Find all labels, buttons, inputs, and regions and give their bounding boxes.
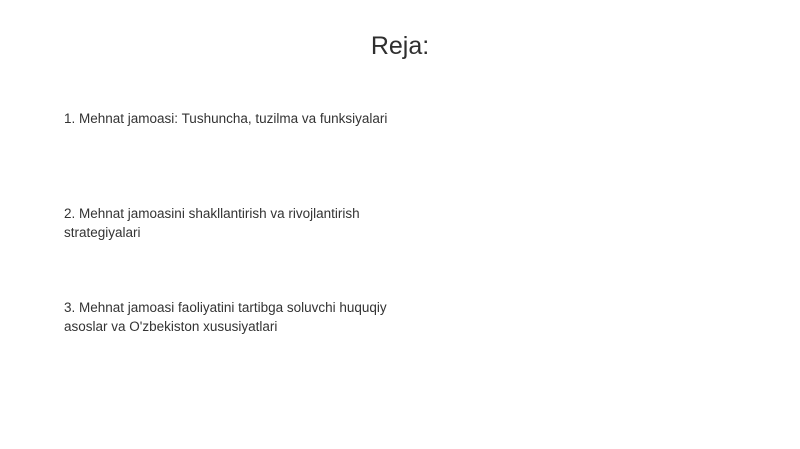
plan-item-2: 2. Mehnat jamoasini shakllantirish va rivojlantirish strategiyalari bbox=[64, 206, 360, 240]
plan-item-3: 3. Mehnat jamoasi faoliyatini tartibga soluvchi huquqiy asoslar va O'zbekiston xususiyatlari bbox=[64, 300, 387, 334]
plan-item-1: 1. Mehnat jamoasi: Tushuncha, tuzilma va funksiyalari bbox=[64, 111, 388, 126]
slide-title: Reja: bbox=[370, 32, 430, 60]
